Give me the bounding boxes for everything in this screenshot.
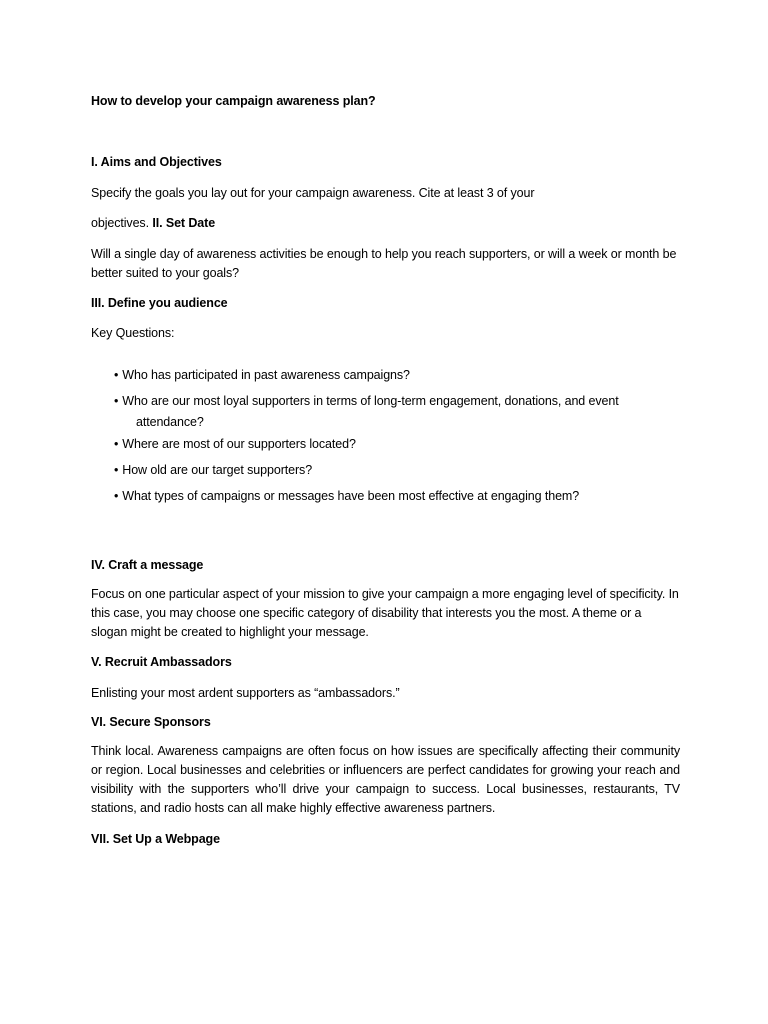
list-item <box>114 391 674 433</box>
heading-message: IV. Craft a message <box>91 558 204 572</box>
document-title: How to develop your campaign awareness plan? <box>91 94 376 108</box>
heading-sponsors: VI. Secure Sponsors <box>91 715 211 729</box>
key-questions-label: Key Questions: <box>91 326 175 340</box>
message-text: Focus on one particular aspect of your mission to give your campaign a more engaging level of specificity. In this case, you may choose one specific category of disability that interests you the most. A theme or a slogan might be created to highlight your message. <box>91 587 679 639</box>
bullet-icon: • <box>114 463 119 477</box>
bullet-icon: • <box>114 437 119 451</box>
ambassadors-text: Enlisting your most ardent supporters as “ambassadors.” <box>91 686 400 700</box>
heading-set-date: II. Set Date <box>152 216 216 230</box>
heading-ambassadors: V. Recruit Ambassadors <box>91 655 232 669</box>
heading-webpage: VII. Set Up a Webpage <box>91 832 220 846</box>
aims-text-line1: Specify the goals you lay out for your campaign awareness. Cite at least 3 of your <box>91 186 535 200</box>
question-text: Who has participated in past awareness campaigns? <box>122 368 410 382</box>
list-item <box>114 460 674 481</box>
list-item <box>114 365 674 386</box>
bullet-icon: • <box>114 489 119 503</box>
bullet-icon: • <box>114 368 119 382</box>
heading-audience: III. Define you audience <box>91 296 228 310</box>
list-item <box>114 486 674 507</box>
question-continuation: attendance? <box>136 415 204 429</box>
sponsors-text: Think local. Awareness campaigns are often focus on how issues are specifically affecting their community or region. Local businesses and celebrities or influencers are perfect candidates for growing your reach and visibility with the supporters who’ll drive your campaign to success. Local businesses, restaurants, TV stations, and radio hosts can all make highly effective awareness partners. <box>91 744 680 815</box>
question-text: Who are our most loyal supporters in terms of long-term engagement, donations, and event <box>122 394 619 408</box>
question-text: What types of campaigns or messages have been most effective at engaging them? <box>122 489 580 503</box>
question-text: How old are our target supporters? <box>122 463 313 477</box>
set-date-text: Will a single day of awareness activities be enough to help you reach supporters, or will a week or month be better suited to your goals? <box>91 247 677 280</box>
heading-aims: I. Aims and Objectives <box>91 155 222 169</box>
bullet-icon: • <box>114 394 119 408</box>
aims-text-line2-with-heading <box>91 214 215 233</box>
aims-text-line2: objectives. <box>91 216 149 230</box>
question-text: Where are most of our supporters located? <box>122 437 356 451</box>
list-item <box>114 434 674 455</box>
